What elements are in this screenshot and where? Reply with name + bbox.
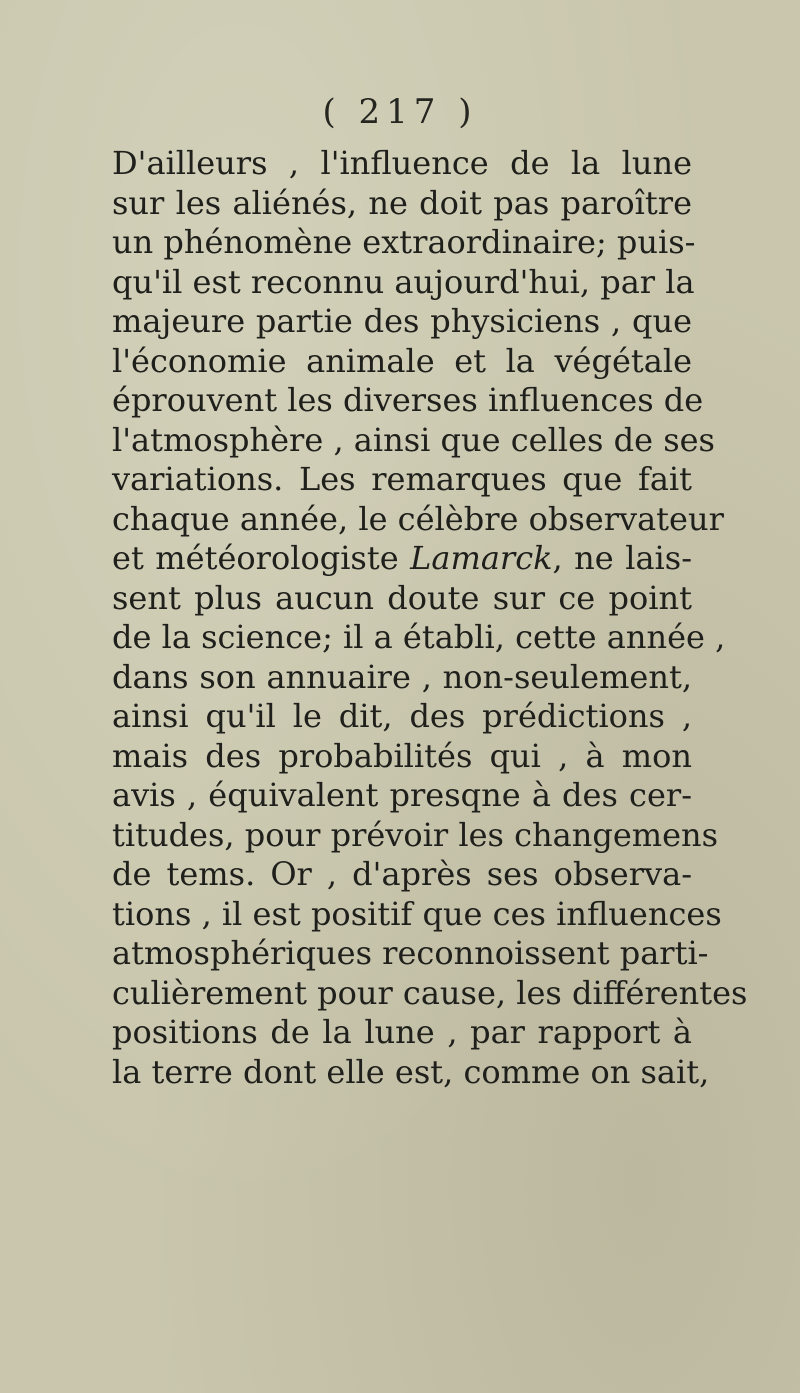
text-line: D'ailleurs , l'influence de la lune <box>112 144 692 182</box>
text-segment: , ne lais- <box>552 539 692 577</box>
text-line: un phénomène extraordinaire; puis- <box>112 223 696 261</box>
text-line: atmosphériques reconnoissent parti- <box>112 934 709 972</box>
text-line: qu'il est reconnu aujourd'hui, par la <box>112 262 695 301</box>
text-line: variations. Les remarques que fait <box>112 460 692 498</box>
text-line: chaque année, le célèbre observateur <box>112 499 724 538</box>
text-line: ainsi qu'il le dit, des prédictions , <box>112 697 692 735</box>
text-line: mais des probabilités qui , à mon <box>112 736 692 775</box>
body-text <box>112 144 748 1092</box>
text-line: sent plus aucun doute sur ce point <box>112 578 692 617</box>
text-line: positions de la lune , par rapport à <box>112 1013 692 1051</box>
text-line: l'économie animale et la végétale <box>112 341 692 380</box>
text-line: de la science; il a établi, cette année , <box>112 618 726 656</box>
text-line: la terre dont elle est, comme on sait, <box>112 1052 710 1091</box>
text-line: de tems. Or , d'après ses observa- <box>112 855 692 893</box>
text-line: sur les aliénés, ne doit pas paroître <box>112 183 692 222</box>
text-line: l'atmosphère , ainsi que celles de ses <box>112 420 715 459</box>
text-line: titudes, pour prévoir les changemens <box>112 815 719 854</box>
text-line-with-name <box>112 539 692 579</box>
page-number: ( 217 ) <box>322 92 478 132</box>
proper-name-lamarck: Lamarck <box>410 539 553 577</box>
text-line: tions , il est positif que ces influences <box>112 894 722 933</box>
text-segment: et météorologiste <box>112 539 399 577</box>
text-line: culièrement pour cause, les différentes <box>112 973 748 1012</box>
text-line: majeure partie des physiciens , que <box>112 302 692 340</box>
text-line: dans son annuaire , non-seulement, <box>112 657 692 696</box>
text-line: avis , équivalent presqne à des cer- <box>112 776 692 814</box>
text-line: éprouvent les diverses influences de <box>112 381 704 419</box>
